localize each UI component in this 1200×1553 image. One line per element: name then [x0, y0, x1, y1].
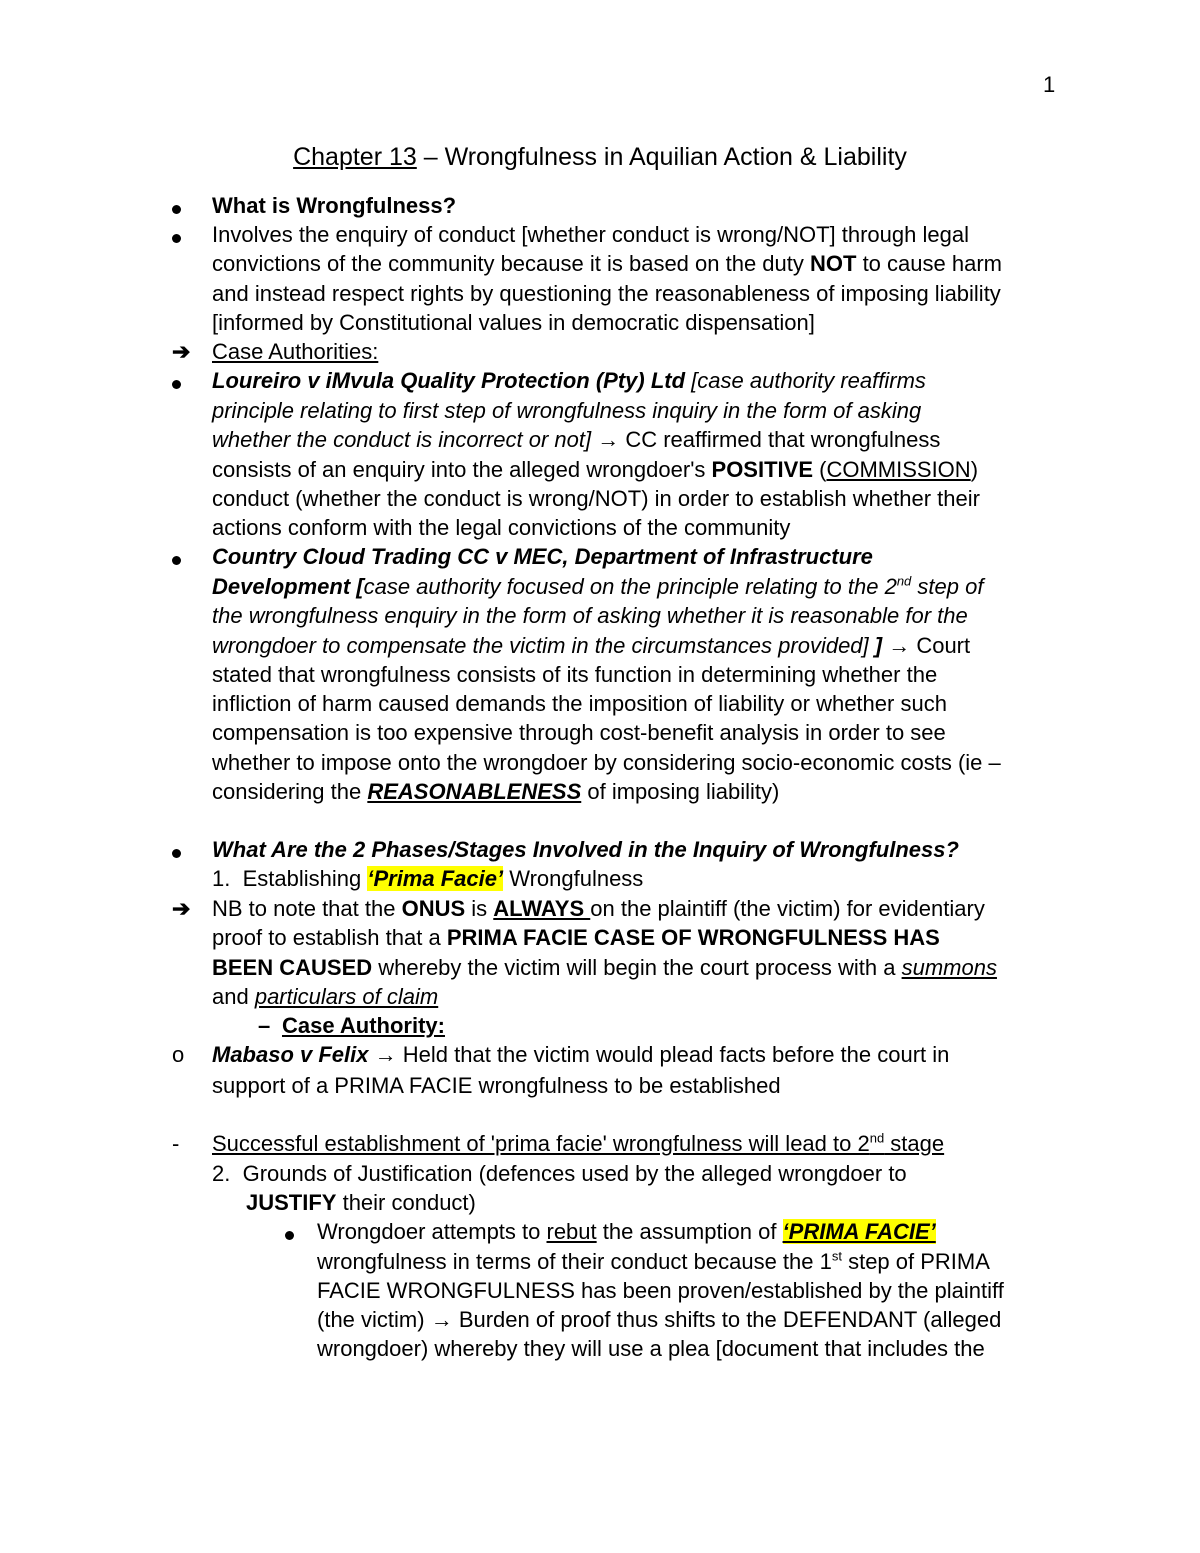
- case-loureiro: Loureiro v iMvula Quality Protection (Pty) Ltd [case authority reaffirms: [212, 368, 926, 393]
- text-line: convictions of the community because it is based on the duty NOT to cause harm: [212, 251, 1002, 276]
- circle-marker: o: [172, 1042, 185, 1067]
- text-line: compensation is too expensive through cost-benefit analysis in order to see: [212, 720, 946, 745]
- case-mabaso: Mabaso v Felix → Held that the victim would plead facts before the court in: [212, 1042, 950, 1067]
- page-title: [0, 143, 1200, 172]
- bullet-marker: [172, 221, 181, 250]
- bullet-marker: [172, 367, 181, 396]
- arrow-icon: →: [591, 427, 626, 452]
- text-line: infliction of harm caused demands the imposition of liability or whether such: [212, 691, 947, 716]
- text-line: support of a PRIMA FACIE wrongfulness to be established: [212, 1073, 781, 1098]
- text-line: actions conform with the legal convictions of the community: [212, 515, 791, 540]
- phase-2: 2. Grounds of Justification (defences used by the alleged wrongdoer to: [212, 1161, 907, 1186]
- bullet-marker: [172, 192, 181, 221]
- successful-establishment: Successful establishment of 'prima facie' wrongfulness will lead to 2nd stage: [212, 1130, 945, 1156]
- text-line: FACIE WRONGFULNESS has been proven/established by the plaintiff: [317, 1278, 1004, 1303]
- text-line: wrongfulness in terms of their conduct because the 1st step of PRIMA: [317, 1248, 990, 1274]
- arrow-icon: →: [368, 1042, 403, 1067]
- bullet-marker: [285, 1218, 294, 1247]
- text-line: wrongdoer to compensate the victim in the circumstances provided] ] → Court: [212, 633, 971, 658]
- text-line: JUSTIFY their conduct): [246, 1190, 476, 1215]
- text-line: (the victim) → Burden of proof thus shifts to the DEFENDANT (alleged: [317, 1307, 1002, 1332]
- text-line: proof to establish that a PRIMA FACIE CASE OF WRONGFULNESS HAS: [212, 925, 940, 950]
- bullet-marker: [172, 836, 181, 865]
- text-line: Development [case authority focused on the principle relating to the 2nd step of: [212, 573, 984, 599]
- text-line: BEEN CAUSED whereby the victim will begin the court process with a summons: [212, 955, 997, 980]
- text-line: [informed by Constitutional values in democratic dispensation]: [212, 310, 815, 335]
- text-line: consists of an enquiry into the alleged wrongdoer's POSITIVE (COMMISSION): [212, 457, 979, 482]
- text-line: and instead respect rights by questioning the reasonableness of imposing liability: [212, 281, 1001, 306]
- arrow-icon: ➔: [172, 339, 191, 364]
- text-line: wrongdoer) whereby they will use a plea [document that includes the: [317, 1336, 985, 1361]
- text-line: the wrongfulness enquiry in the form of asking whether it is reasonable for the: [212, 603, 968, 628]
- phase-1: 1. Establishing ‘Prima Facie’ Wrongfulness: [212, 866, 644, 891]
- text-line: NB to note that the ONUS is ALWAYS on the plaintiff (the victim) for evidentiary: [212, 896, 985, 921]
- dash-marker: -: [172, 1131, 180, 1156]
- arrow-icon: →: [882, 633, 917, 658]
- title-text: – Wrongfulness in Aquilian Action & Liability: [416, 143, 907, 171]
- arrow-icon: →: [430, 1307, 459, 1332]
- chapter-label: Chapter 13: [293, 143, 417, 171]
- text-line: principle relating to first step of wrongfulness inquiry in the form of asking: [212, 398, 922, 423]
- question-what-is-wrongfulness: What is Wrongfulness?: [212, 193, 457, 218]
- text-line: conduct (whether the conduct is wrong/NOT) in order to establish whether their: [212, 486, 980, 511]
- text-line: and particulars of claim: [212, 984, 439, 1009]
- case-country-cloud: Country Cloud Trading CC v MEC, Department of Infrastructure: [212, 544, 873, 569]
- bullet-marker: [172, 543, 181, 572]
- case-authority-heading: Case Authority:: [282, 1013, 445, 1038]
- text-line: stated that wrongfulness consists of its function in determining whether the: [212, 662, 938, 687]
- text-line: whether the conduct is incorrect or not] → CC reaffirmed that wrongfulness: [212, 427, 941, 452]
- case-authorities-heading: Case Authorities:: [212, 339, 379, 364]
- text-line: Involves the enquiry of conduct [whether conduct is wrong/NOT] through legal: [212, 222, 969, 247]
- arrow-icon: ➔: [172, 896, 191, 921]
- text-line: considering the REASONABLENESS of imposing liability): [212, 779, 780, 804]
- question-phases: What Are the 2 Phases/Stages Involved in the Inquiry of Wrongfulness?: [212, 837, 959, 862]
- text-line: Wrongdoer attempts to rebut the assumption of ‘PRIMA FACIE’: [317, 1219, 936, 1244]
- text-line: whether to impose onto the wrongdoer by considering socio-economic costs (ie –: [212, 750, 1001, 775]
- dash-marker: –: [258, 1013, 271, 1038]
- page-number: 1: [1043, 72, 1056, 97]
